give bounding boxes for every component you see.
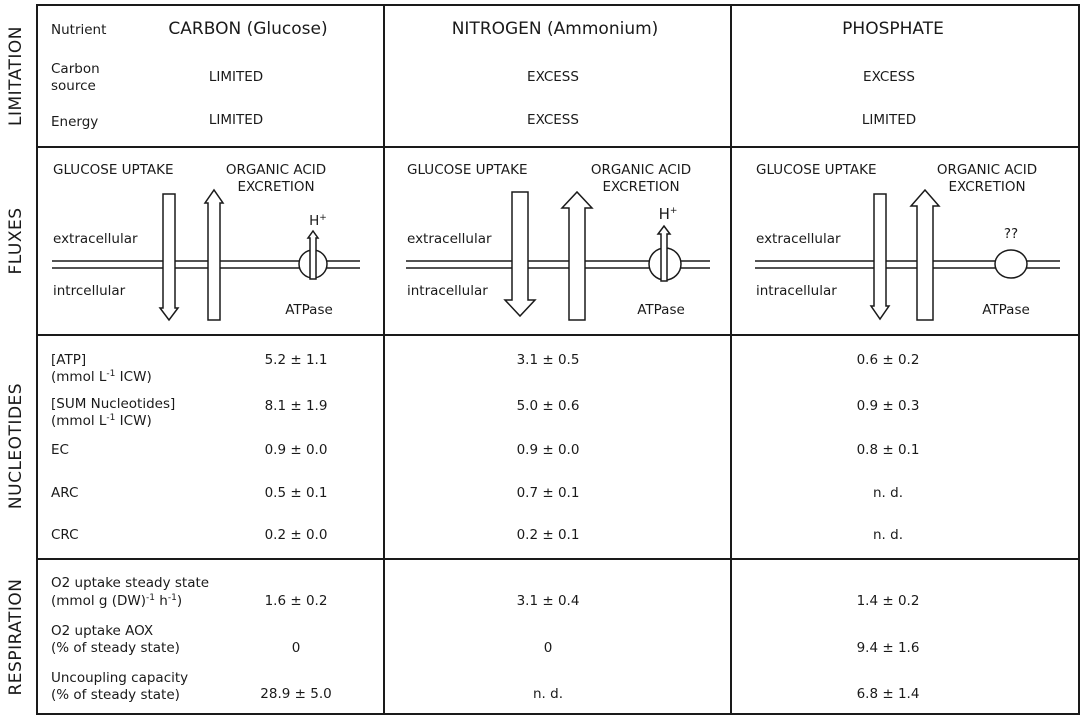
o2-steady-state-value-nitrogen: 3.1 ± 0.4 [516,593,580,609]
glucose-uptake-arrow-phosphate [871,194,889,319]
atpase-label-nitrogen: ATPase [637,302,685,318]
extracellular-label-nitrogen: extracellular [407,231,492,247]
o2-steady-state-value-phosphate: 1.4 ± 0.2 [856,593,920,609]
o2-steady-state-label-line-2: (mmol g (DW)$^{-1}$ $h^{-1}$) [51,593,183,609]
ec-label: EC [51,442,69,458]
arc-label: ARC [51,485,79,501]
crc-value-phosphate: n. d. [873,527,903,543]
row-label-limitation: LIMITATION [6,25,26,127]
excretion-label-carbon: EXCRETION [237,179,315,195]
aox-label-line-1: O2 uptake AOX [51,623,154,639]
organic-acid-label-nitrogen: ORGANIC ACID [590,162,692,178]
aox-value-nitrogen: 0 [543,640,553,656]
excretion-arrow-nitrogen [562,192,592,320]
glucose-uptake-arrow-carbon [160,194,178,320]
proton-arrow-carbon [308,231,318,279]
energy-label: Energy [51,114,99,130]
o2-steady-state-value-carbon: 1.6 ± 0.2 [264,593,328,609]
atpase-label-carbon: ATPase [285,302,333,318]
glucose-uptake-arrow-nitrogen [505,192,535,316]
extracellular-label-phosphate: extracellular [756,231,841,247]
transporter-circle-phosphate [995,250,1027,278]
organic-acid-label-phosphate: ORGANIC ACID [936,162,1038,178]
column-header-phosphate: PHOSPHATE [842,19,944,39]
glucose-uptake-label-carbon: GLUCOSE UPTAKE [53,162,174,178]
ec-value-nitrogen: 0.9 ± 0.0 [516,442,580,458]
atp-value-phosphate: 0.6 ± 0.2 [856,352,920,368]
aox-value-carbon: 0 [291,640,301,656]
atp-label-line-1: [ATP] [51,352,87,368]
column-header-nitrogen: NITROGEN (Ammonium) [451,19,659,39]
energy-value-nitrogen: EXCESS [527,112,579,128]
uncoupling-label-line-2: (% of steady state) [51,687,180,703]
aox-value-phosphate: 9.4 ± 1.6 [856,640,920,656]
carbon-source-value-carbon: LIMITED [208,69,264,85]
sum-value-nitrogen: 5.0 ± 0.6 [516,398,580,414]
uncoupling-value-carbon: 28.9 ± 5.0 [260,686,332,702]
excretion-label-nitrogen: EXCRETION [602,179,680,195]
sum-value-carbon: 8.1 ± 1.9 [264,398,328,414]
intracellular-label-carbon: intrcellular [53,283,126,299]
crc-label: CRC [51,527,79,543]
intracellular-label-phosphate: intracellular [756,283,837,299]
glucose-uptake-label-nitrogen: GLUCOSE UPTAKE [407,162,528,178]
sum-nucleotides-label-line-1: [SUM Nucleotides] [51,396,176,412]
arc-value-nitrogen: 0.7 ± 0.1 [516,485,580,501]
atp-value-nitrogen: 3.1 ± 0.5 [516,352,580,368]
excretion-arrow-phosphate [911,190,939,320]
unknown-transporter-label-phosphate: ?? [1003,226,1019,242]
o2-steady-state-label-line-1: O2 uptake steady state [51,575,210,591]
sum-value-phosphate: 0.9 ± 0.3 [856,398,920,414]
uncoupling-label-line-1: Uncoupling capacity [51,670,189,686]
glucose-uptake-label-phosphate: GLUCOSE UPTAKE [756,162,877,178]
arc-value-carbon: 0.5 ± 0.1 [264,485,328,501]
carbon-source-label-line-2: source [51,78,96,94]
intracellular-label-nitrogen: intracellular [407,283,488,299]
row-label-fluxes: FLUXES [6,207,26,275]
sum-nucleotides-label-line-2: (mmol $L^{-1}$ ICW) [51,413,152,429]
uncoupling-value-nitrogen: n. d. [533,686,563,702]
ec-value-carbon: 0.9 ± 0.0 [264,442,328,458]
column-header-carbon: CARBON (Glucose) [168,19,328,39]
crc-value-carbon: 0.2 ± 0.0 [264,527,328,543]
nutrient-label: Nutrient [51,22,107,38]
atpase-label-phosphate: ATPase [982,302,1030,318]
carbon-source-label-line-1: Carbon [51,61,100,77]
organic-acid-label-carbon: ORGANIC ACID [225,162,327,178]
carbon-source-value-phosphate: EXCESS [863,69,915,85]
proton-label-nitrogen: H+ [658,205,678,223]
excretion-arrow-carbon [205,190,223,320]
extracellular-label-carbon: extracellular [53,231,138,247]
ec-value-phosphate: 0.8 ± 0.1 [856,442,920,458]
energy-value-carbon: LIMITED [208,112,264,128]
energy-value-phosphate: LIMITED [861,112,917,128]
uncoupling-value-phosphate: 6.8 ± 1.4 [856,686,920,702]
row-label-respiration: RESPIRATION [6,578,26,696]
carbon-source-value-nitrogen: EXCESS [527,69,579,85]
excretion-label-phosphate: EXCRETION [948,179,1026,195]
atp-value-carbon: 5.2 ± 1.1 [264,352,328,368]
crc-value-nitrogen: 0.2 ± 0.1 [516,527,580,543]
atp-label-line-2: (mmol $L^{-1}$ ICW) [51,369,152,385]
aox-label-line-2: (% of steady state) [51,640,180,656]
proton-label-carbon: H+ [309,213,327,229]
arc-value-phosphate: n. d. [873,485,903,501]
row-label-nucleotides: NUCLEOTIDES [6,382,26,510]
